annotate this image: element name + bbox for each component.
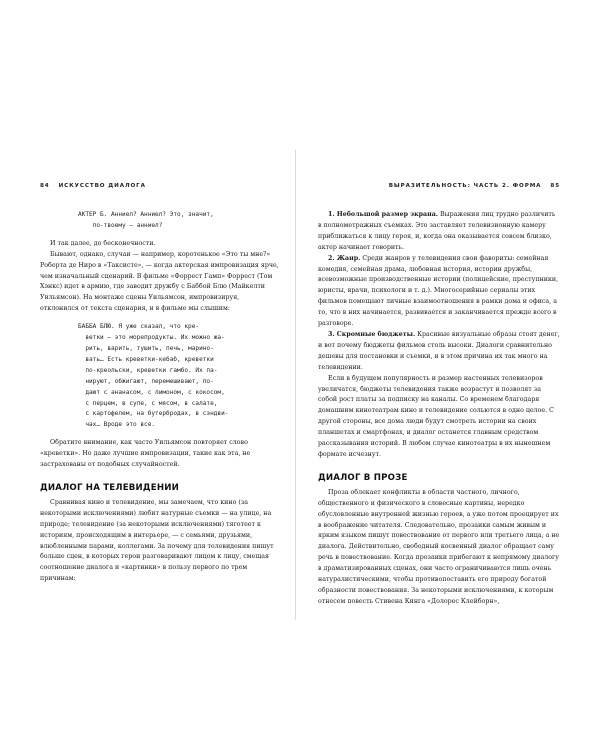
screenplay-quote-2-line: дают с ананасом, с лимоном, с кокосом, <box>78 388 225 396</box>
screenplay-quote-2-line: ветки — это морепродукты. Их можно жа- <box>78 334 225 342</box>
list-item-text: Среди жанров у телевидения свои фавориты: семейная комедия, семейная драма, любовная история, истории дружбы, всевозможные производственные истории (полицейские, преступники, юристы, врачи, психологи и т. д.). Многосерийные сериалы этих фильмов помещают личные взаимоотношения в рамки дома и офиса, а то, что в них начинается, развивается и заканчивается прежде всего в разговоре. <box>318 254 559 328</box>
list-item-text: Красивые визуальные образы стоят денег, и вот почему бюджеты фильмов столь высоки. Диалоги сравнительно дешевы для постановки и съемки, и в этом причина их так много на телевидении. <box>318 330 560 371</box>
screenplay-quote-1-line-1: АКТЕР Б. Анниел? Анниел? Это, значит, <box>78 211 214 218</box>
section-heading-tv-dialogue: ДИАЛОГ НА ТЕЛЕВИДЕНИИ <box>40 482 180 493</box>
screenplay-quote-2-line: вать… Есть креветки-кебаб, креветки <box>78 355 214 363</box>
list-item-label: 1. Небольшой размер экрана. <box>328 211 438 218</box>
right-running-head <box>318 183 560 189</box>
left-running-title: ИСКУССТВО ДИАЛОГА <box>58 183 146 189</box>
right-page-number: 85 <box>550 183 560 189</box>
screenplay-quote-2-line: с перцем, в супе, с мясом, в салате, <box>78 399 218 407</box>
list-item-text: Выражения лиц трудно различить в полнометражных съемках. Это заставляет телевизионную камеру приближаться к лицу героя, и, когда она оказывается совсем близко, актер начинает говорить. <box>318 211 556 251</box>
screenplay-quote-2-line: с картофелем, на бутербродах, в сэндви- <box>78 410 229 418</box>
list-item-screen-size <box>318 210 560 254</box>
paragraph: И так далее, до бесконечности. <box>50 239 156 247</box>
screenplay-quote-2-line: рить, варить, тушить, печь, марино- <box>78 344 214 352</box>
screenplay-quote-1-line-2: по-твоему — анниел? <box>78 221 163 229</box>
right-running-title: ВЫРАЗИТЕЛЬНОСТЬ: ЧАСТЬ 2. ФОРМА <box>388 183 542 189</box>
paragraph: Сравнивая кино и телевидение, мы замечаем, что кино (за некоторыми исключениями) любит натурные съемки — на улице, на природе; телевидение (за некоторыми исключениями) тяготеет к историям, происходящим в интерьере, — с семьями, друзьями, влюбленными парами, коллегами. За почему для телевидения пишут больше сцен, в которых герои разговаривают лицом к лицу, смещая соотношение диалога и «картинки» в пользу первого по трем причинам: <box>40 498 274 583</box>
section-heading-prose-dialogue: ДИАЛОГ В ПРОЗЕ <box>318 472 408 483</box>
paragraph: Бывают, однако, случаи — например, коротенькое «Это ты мне?» Роберта де Ниро в «Таксисте», — когда актерская импровизация ярче, чем изначальный сценарий. В фильме «Форрест Гамп» Форрест (Том Хэнкс) идет в армию, где заводит дружбу с Баббой Блю (Майкелти Уильямсон). На монтаже сцены Уильямсон, импровизируя, отклонился от текста сценария, и в фильме мы слышим: <box>40 250 279 313</box>
left-running-head <box>40 183 280 189</box>
paragraph: Обратите внимание, как часто Уильямсон повторяет слово «креветки». Но даже лучшие импровизации, такие как эта, не застрахованы от подобных случайностей. <box>40 439 251 469</box>
right-page-body <box>318 210 560 608</box>
list-item-label: 3. Скромные бюджеты. <box>328 330 416 338</box>
screenplay-quote-2-line: по-креольски, креветки гамбо. Их па- <box>78 366 218 374</box>
left-page-body <box>40 210 280 585</box>
screenplay-quote-2-line: нируют, обжигают, перемешивают, по- <box>78 377 214 385</box>
book-gutter <box>295 150 296 620</box>
left-page-number: 84 <box>40 183 50 189</box>
list-item-genre <box>318 254 560 330</box>
list-item-label: 2. Жанр. <box>328 254 361 262</box>
screenplay-quote-2-line: БАББА БЛЮ. Я уже сказал, что кре- <box>78 323 200 331</box>
list-item-budgets <box>318 330 560 374</box>
screenplay-quote-2-line: чах… Вроде это все. <box>78 421 156 429</box>
paragraph: Проза облекает конфликты в области частного, личного, общественного и физического в словесные картины, нередко обусловленные внутренней жизнью героев, а уже потом проецирует их в воображение читателя. Следовательно, прозаики самым живым и ярким языком пишут повествование от первого или третьего лица, а не диалога. Действительно, свободный косвенный диалог обращает саму речь в повествование. Когда прозаики прибегают к непрямому диалогу в драматизированных сценах, они часто ограничиваются лишь очень натуралистическими, чтобы противопоставить его природу богатой образности повествования. За некоторыми исключениями, к которым отнесем повесть Стивена Кинга «Долорес Клейборн», <box>318 488 560 605</box>
paragraph: Если в будущем популярность и размер настенных телевизоров увеличатся, бюджеты телевидения также возрастут и позволят за собой рост платы за подписку на каналы. Со временем благодаря домашним кинотеатрам кино и телевидение сольются в одно целое. С другой стороны, все дома люди будут смотреть истории на своих планшетах и смартфонах, и диалог останется главным средством рассказывания историй. В любом случае кинотеатры в их нынешнем формате исчезнут. <box>318 374 554 458</box>
